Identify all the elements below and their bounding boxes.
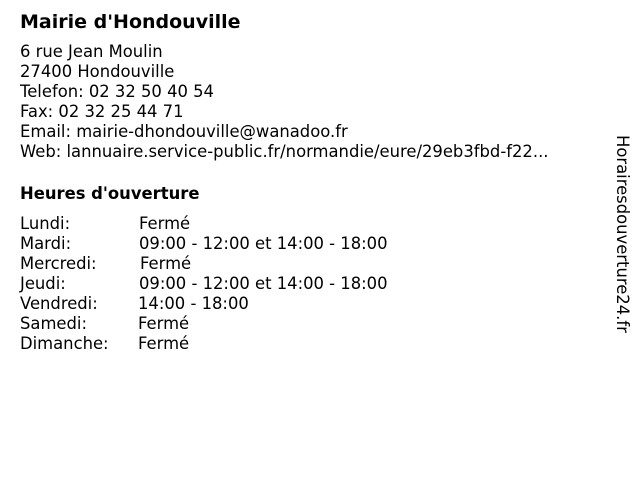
day-label: Samedi: [20, 314, 87, 333]
day-label: Dimanche: [20, 334, 109, 353]
day-hours: Fermé [140, 254, 192, 273]
address-city: 27400 Hondouville [20, 62, 175, 81]
day-hours: 14:00 - 18:00 [138, 294, 249, 313]
hours-row-thursday [20, 274, 610, 294]
address-street: 6 rue Jean Moulin [20, 42, 163, 61]
opening-hours-heading: Heures d'ouverture [20, 184, 200, 203]
web-line: Web: lannuaire.service-public.fr/normandie/eure/29eb3fbd-f22... [20, 142, 549, 161]
hours-row-saturday [20, 314, 610, 334]
place-card [20, 0, 610, 354]
day-label: Lundi: [20, 214, 71, 233]
day-hours: Fermé [138, 334, 190, 353]
hours-row-friday [20, 294, 610, 314]
day-label: Mercredi: [20, 254, 97, 273]
day-label: Vendredi: [20, 294, 98, 313]
email-line: Email: mairie-dhondouville@wanadoo.fr [20, 122, 348, 141]
hours-row-sunday [20, 334, 610, 354]
contact-block [20, 42, 610, 162]
fax-line: Fax: 02 32 25 44 71 [20, 102, 184, 121]
day-hours: 09:00 - 12:00 et 14:00 - 18:00 [139, 274, 388, 293]
opening-hours-table [20, 214, 610, 354]
hours-row-monday [20, 214, 610, 234]
day-label: Jeudi: [20, 274, 66, 293]
day-hours: Fermé [139, 214, 191, 233]
day-label: Mardi: [20, 234, 72, 253]
place-title: Mairie d'Hondouville [20, 11, 241, 33]
day-hours: 09:00 - 12:00 et 14:00 - 18:00 [139, 234, 388, 253]
site-watermark: Horairesdouverture24.fr [613, 135, 632, 333]
day-hours: Fermé [138, 314, 190, 333]
hours-row-tuesday [20, 234, 610, 254]
hours-row-wednesday [20, 254, 610, 274]
phone-line: Telefon: 02 32 50 40 54 [20, 82, 214, 101]
